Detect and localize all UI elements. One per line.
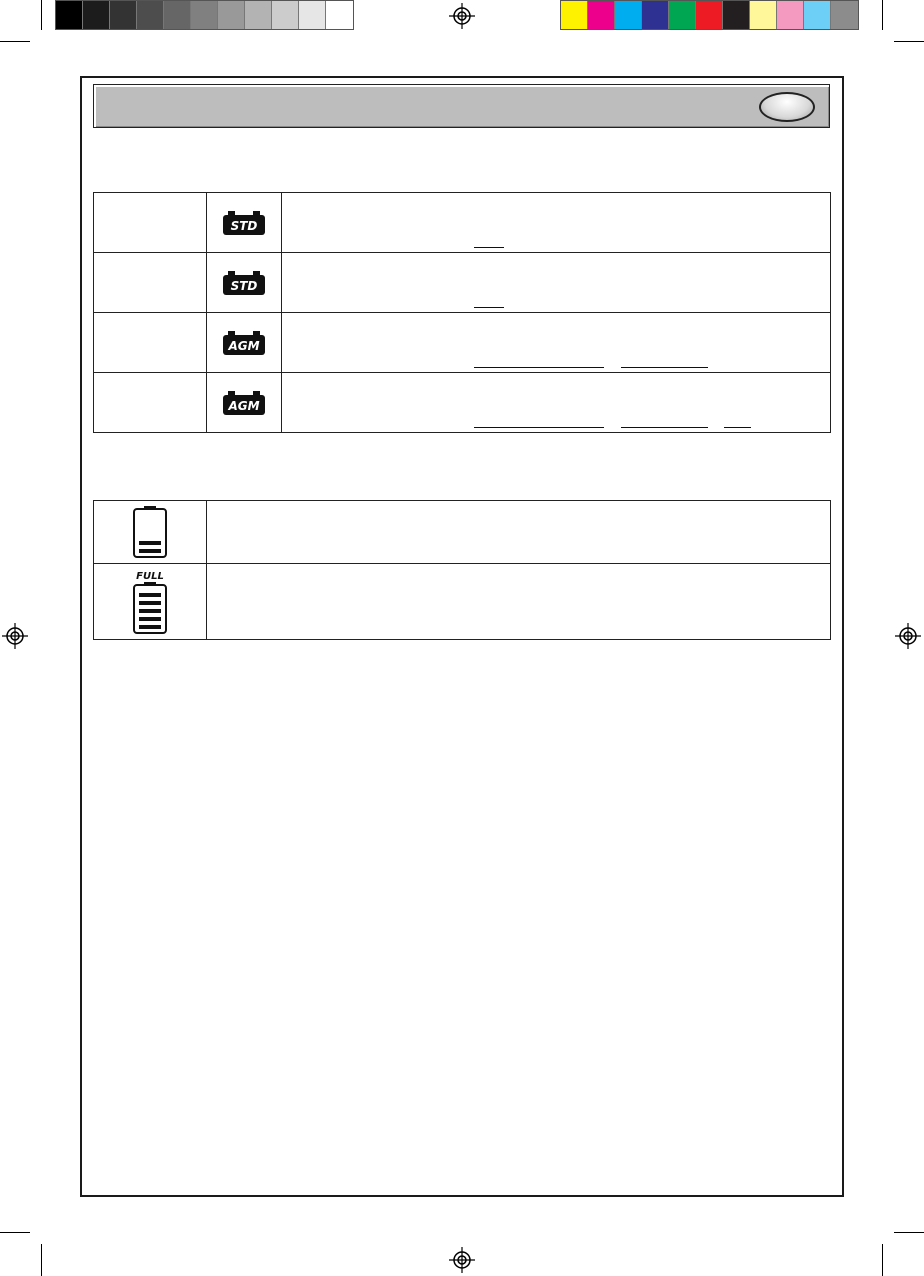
color-swatch (272, 1, 299, 29)
mode-row (94, 253, 831, 313)
color-swatch (137, 1, 164, 29)
process-color-bar (560, 0, 859, 30)
language-oval-badge (759, 92, 815, 122)
level-bar (139, 625, 161, 629)
charge-status-table (93, 500, 831, 640)
section-header (93, 84, 830, 128)
level-bar (139, 609, 161, 613)
full-label: FULL (136, 570, 164, 582)
color-swatch (110, 1, 137, 29)
battery-type-label: STD (230, 278, 258, 293)
mode-row (94, 193, 831, 253)
level-bar (139, 549, 161, 553)
level-bar (139, 593, 161, 597)
color-swatch (561, 1, 588, 29)
level-bar (139, 541, 161, 545)
status-description-cell (206, 564, 830, 640)
mode-name-cell (94, 193, 207, 253)
color-swatch (588, 1, 615, 29)
status-row (94, 564, 831, 640)
registration-mark-top (449, 3, 475, 29)
battery-type-label: AGM (228, 338, 260, 353)
color-swatch (615, 1, 642, 29)
color-swatch (750, 1, 777, 29)
color-swatch (831, 1, 858, 29)
color-swatch (56, 1, 83, 29)
registration-mark-left (2, 623, 28, 649)
agm-battery-icon (222, 390, 266, 416)
color-swatch (696, 1, 723, 29)
text-underline (621, 367, 708, 368)
battery-type-label: STD (230, 218, 258, 233)
status-icon-cell (94, 501, 207, 564)
mode-icon-cell (206, 373, 281, 433)
color-swatch (191, 1, 218, 29)
text-underline (724, 427, 751, 428)
mode-description-cell (281, 253, 830, 313)
color-swatch (669, 1, 696, 29)
mode-description-cell (281, 373, 830, 433)
text-underline (474, 307, 504, 308)
mode-description-cell (281, 193, 830, 253)
level-bar (139, 617, 161, 621)
status-description-cell (206, 501, 830, 564)
agm-battery-icon (222, 330, 266, 356)
text-underline (621, 427, 708, 428)
color-swatch (777, 1, 804, 29)
color-swatch (723, 1, 750, 29)
mode-name-cell (94, 373, 207, 433)
color-swatch (804, 1, 831, 29)
mode-description-cell (281, 313, 830, 373)
std-battery-icon (222, 270, 266, 296)
level-bar (139, 601, 161, 605)
color-swatch (299, 1, 326, 29)
mode-icon-cell (206, 313, 281, 373)
text-underline (474, 427, 604, 428)
registration-mark-bottom (449, 1247, 475, 1273)
charging-mode-table (93, 192, 831, 433)
text-underline (474, 247, 504, 248)
color-swatch (642, 1, 669, 29)
status-row (94, 501, 831, 564)
registration-mark-right (895, 623, 921, 649)
color-swatch (164, 1, 191, 29)
text-underline (474, 367, 604, 368)
status-icon-cell (94, 564, 207, 640)
std-battery-icon (222, 210, 266, 236)
battery-low-icon (130, 505, 170, 559)
mode-row (94, 313, 831, 373)
grayscale-color-bar (55, 0, 354, 30)
battery-full-icon (130, 569, 170, 635)
color-swatch (326, 1, 353, 29)
color-swatch (245, 1, 272, 29)
mode-row (94, 373, 831, 433)
color-swatch (83, 1, 110, 29)
mode-name-cell (94, 253, 207, 313)
color-swatch (218, 1, 245, 29)
mode-icon-cell (206, 253, 281, 313)
mode-icon-cell (206, 193, 281, 253)
battery-type-label: AGM (228, 398, 260, 413)
mode-name-cell (94, 313, 207, 373)
